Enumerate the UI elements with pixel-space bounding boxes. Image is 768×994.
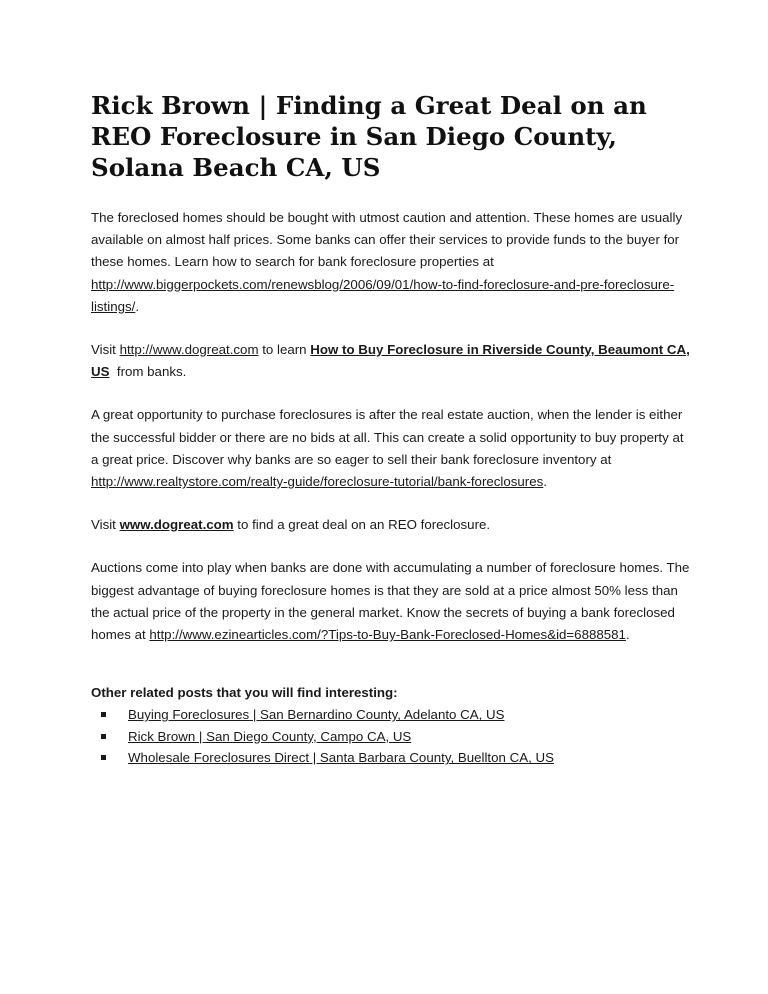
riverside-foreclosure-link[interactable]: How to Buy Foreclosure in Riverside County, Beaumont CA, US [91, 342, 690, 380]
paragraph-text: to find a great deal on an REO foreclosure. [233, 517, 491, 533]
paragraph-text: The foreclosed homes should be bought with utmost caution and attention. These homes are usually available on almost half prices. Some banks can offer their services to provide funds to the buyer for these homes. Learn how to search for bank foreclosure properties at [91, 210, 683, 270]
paragraph-intro [91, 207, 691, 318]
paragraph-text: Visit [91, 517, 120, 533]
ezinearticles-link[interactable]: http://www.ezinearticles.com/?Tips-to-Buy-Bank-Foreclosed-Homes&id=6888581 [149, 627, 626, 643]
related-posts-list [91, 704, 691, 769]
list-item [91, 726, 691, 748]
related-post-link[interactable]: Rick Brown | San Diego County, Campo CA, US [128, 728, 412, 744]
dogreat-link[interactable]: http://www.dogreat.com [119, 342, 259, 358]
page-title: Rick Brown | Finding a Great Deal on an REO Foreclosure in San Diego County, Solana Beach CA, US [91, 91, 647, 182]
paragraph-end: . [625, 627, 630, 643]
related-post-link[interactable]: Wholesale Foreclosures Direct | Santa Barbara County, Buellton CA, US [128, 750, 554, 766]
paragraph-text: Auctions come into play when banks are done with accumulating a number of foreclosure homes. The biggest advantage of buying foreclosure homes is that they are sold at a price almost 50% less than the actual price of the property in the general market. Know the secrets of buying a bank foreclosed homes at [91, 560, 690, 643]
document-page [91, 90, 691, 769]
dogreat-bold-link[interactable]: www.dogreat.com [119, 517, 234, 533]
bullet-icon [101, 734, 106, 739]
paragraph-end: . [543, 474, 547, 490]
paragraph-text: to learn [258, 342, 311, 358]
paragraph-text: A great opportunity to purchase foreclosures is after the real estate auction, when the lender is either the successful bidder or there are no bids at all. This can create a solid opportunity to buy property at a great price. Discover why banks are so eager to sell their bank foreclosure inventory at [91, 407, 684, 467]
realtystore-link[interactable]: http://www.realtystore.com/realty-guide/foreclosure-tutorial/bank-foreclosures [91, 474, 544, 490]
biggerpockets-link[interactable]: http://www.biggerpockets.com/renewsblog/2006/09/01/how-to-find-foreclosure-and-pre-foreclosure-listings/ [91, 276, 675, 314]
paragraph-auction-opportunity [91, 404, 691, 493]
paragraph-auctions [91, 557, 691, 646]
paragraph-visit-dogreat [91, 339, 691, 383]
paragraph-end: from banks. [109, 364, 187, 380]
list-item [91, 704, 691, 726]
paragraph-visit-reo [91, 514, 691, 536]
related-post-link[interactable]: Buying Foreclosures | San Bernardino County, Adelanto CA, US [128, 707, 505, 723]
related-posts-heading: Other related posts that you will find interesting: [91, 685, 398, 701]
paragraph-end: . [135, 298, 140, 314]
bullet-icon [101, 712, 106, 717]
list-item [91, 747, 691, 769]
paragraph-text: Visit [91, 342, 120, 358]
bullet-icon [101, 755, 106, 760]
